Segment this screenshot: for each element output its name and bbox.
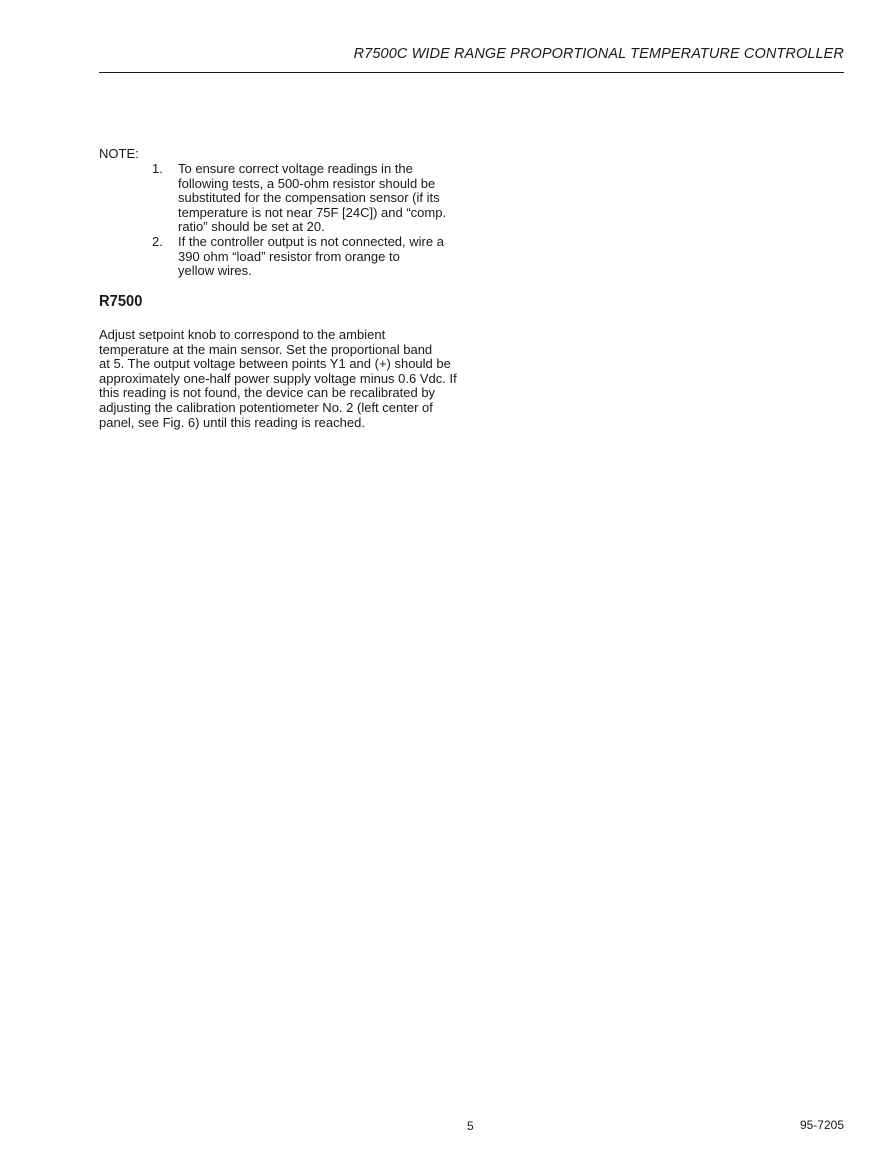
note-item-line: following tests, a 500-ohm resistor should be — [178, 175, 436, 191]
section-heading: R7500 — [99, 293, 143, 310]
paragraph-line: at 5. The output voltage between points Y1 and (+) should be — [99, 356, 451, 372]
note-item-number: 1. — [152, 161, 163, 176]
note-item-line: 390 ohm “load” resistor from orange to — [178, 248, 400, 264]
page-number: 5 — [467, 1119, 474, 1133]
document-number: 95-7205 — [799, 1118, 844, 1132]
running-header-title: R7500C WIDE RANGE PROPORTIONAL TEMPERATURE CONTROLLER — [353, 46, 844, 62]
note-item-number: 2. — [152, 233, 163, 249]
note-item-line: yellow wires. — [178, 263, 252, 279]
note-item-1 — [152, 162, 462, 235]
paragraph-line: adjusting the calibration potentiometer No. 2 (left center of — [99, 399, 433, 415]
note-item-line: temperature is not near 75F [24C]) and “comp. — [178, 204, 447, 220]
note-item-line: substituted for the compensation sensor (if its — [178, 190, 440, 206]
note-item-2 — [152, 235, 462, 279]
note-item-line: If the controller output is not connected, wire a — [178, 233, 444, 249]
paragraph-line: this reading is not found, the device can be recalibrated by — [99, 385, 436, 401]
paragraph-line: Adjust setpoint knob to correspond to the ambient — [99, 327, 386, 342]
note-item-line: ratio” should be set at 20. — [178, 219, 325, 235]
calibration-paragraph — [99, 328, 479, 430]
note-list — [152, 162, 462, 279]
paragraph-line: temperature at the main sensor. Set the proportional band — [99, 341, 433, 357]
paragraph-line: approximately one-half power supply voltage minus 0.6 Vdc. If — [99, 370, 457, 386]
paragraph-line: panel, see Fig. 6) until this reading is reached. — [99, 414, 365, 430]
note-label: NOTE: — [99, 146, 139, 161]
header-rule — [99, 72, 844, 73]
note-item-line: To ensure correct voltage readings in the — [178, 161, 413, 176]
